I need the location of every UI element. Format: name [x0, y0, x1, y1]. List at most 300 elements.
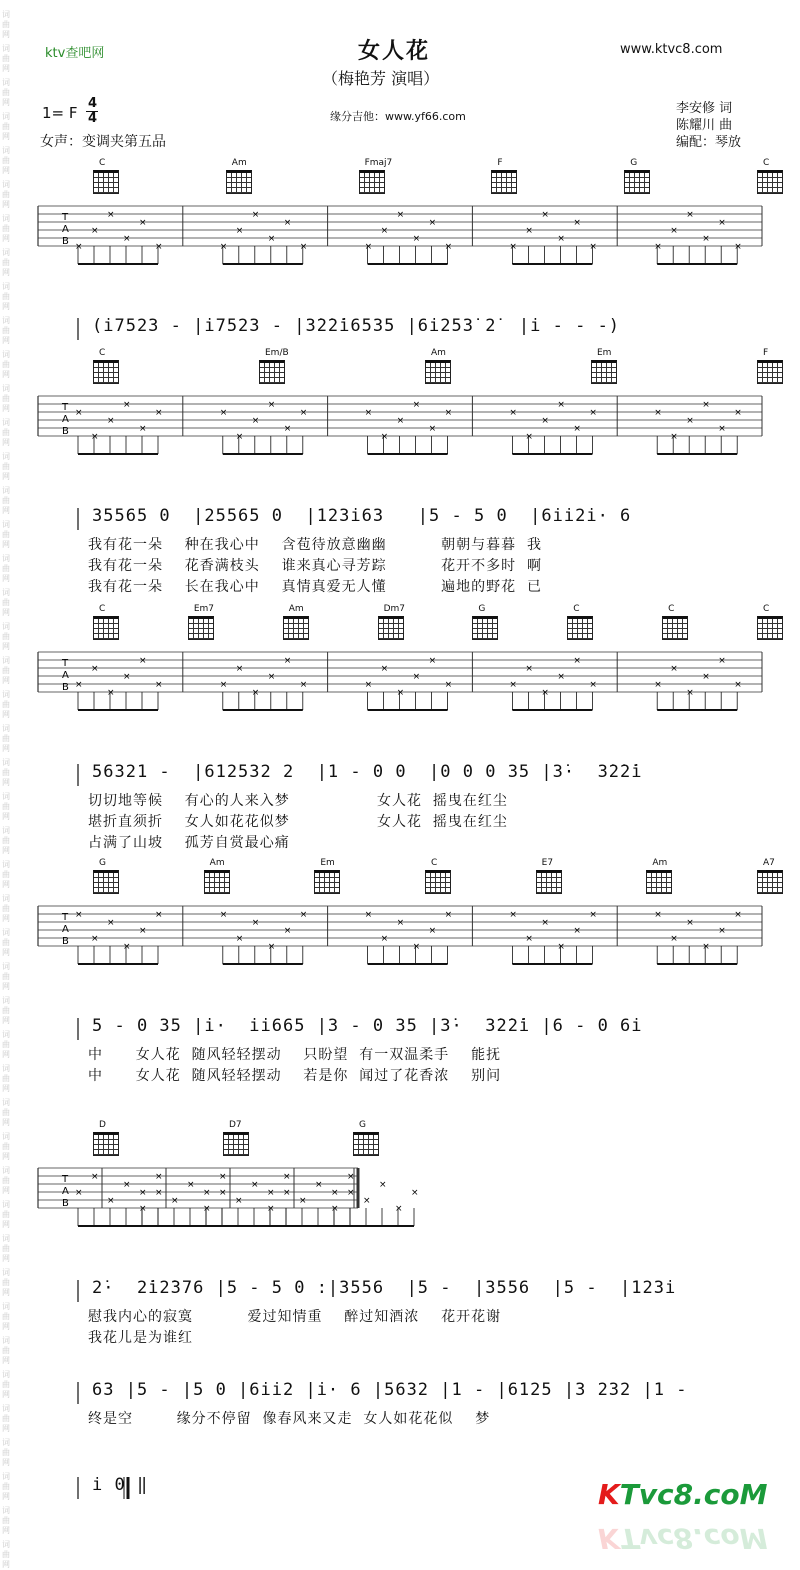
tab-pick-mark: ×	[139, 1204, 147, 1214]
watermark-char: 词	[2, 1336, 10, 1345]
tab-pick-mark: ×	[412, 400, 421, 410]
tab-pick-mark: ×	[525, 226, 533, 236]
watermark-char: 词	[2, 316, 10, 325]
watermark-char: 词	[2, 792, 10, 801]
tab-pick-mark: ×	[171, 1196, 179, 1206]
tab-pick-mark: ×	[509, 242, 517, 252]
chord-name: Em/B	[265, 348, 289, 358]
tab-pick-mark: ×	[379, 1180, 387, 1190]
tab-pick-mark: ×	[75, 1188, 83, 1198]
tab-pick-mark: ×	[107, 416, 115, 426]
tab-pick-mark: ×	[428, 218, 437, 228]
tab-pick-mark: ×	[283, 218, 292, 228]
watermark-char: 网	[2, 744, 10, 753]
watermark-char: 词	[2, 928, 10, 937]
watermark-char: 网	[2, 948, 10, 957]
watermark-char: 词	[2, 1370, 10, 1379]
watermark-char: 曲	[2, 88, 10, 97]
tab-clef-b: B	[62, 426, 69, 437]
tab-pick-mark: ×	[364, 680, 373, 690]
tab-pick-mark: ×	[299, 1196, 307, 1206]
watermark-char: 网	[2, 812, 10, 821]
chord-name: C	[431, 858, 438, 868]
capo-note: 女声：变调夹第五品	[40, 134, 166, 150]
tab-pick-mark: ×	[299, 680, 308, 690]
lyric-line: 占满了山坡 孤芳自赏最心痛	[88, 835, 290, 851]
tab-pick-mark: ×	[347, 1188, 355, 1198]
tab-pick-mark: ×	[380, 664, 389, 674]
tab-pick-mark: ×	[123, 234, 131, 244]
tab-pick-mark: ×	[283, 656, 292, 666]
tab-pick-mark: ×	[91, 664, 99, 674]
tab-pick-mark: ×	[541, 918, 549, 928]
tab-pick-mark: ×	[251, 1180, 259, 1190]
tab-pick-mark: ×	[283, 424, 292, 434]
watermark-char: 曲	[2, 1550, 10, 1559]
watermark-char: 曲	[2, 1380, 10, 1389]
tab-pick-mark: ×	[380, 934, 389, 944]
tab-pick-mark: ×	[573, 926, 581, 936]
watermark-char: 词	[2, 1234, 10, 1243]
watermark-char: 曲	[2, 564, 10, 573]
jianpu-line: 63 |5 - |5 0 |6ii2 |i· 6 |5632 |1 - |6125 |3 232 |1 -	[92, 1380, 688, 1400]
tab-pick-mark: ×	[155, 242, 163, 252]
tab-pick-mark: ×	[573, 424, 581, 434]
tab-pick-mark: ×	[123, 400, 131, 410]
tab-pick-mark: ×	[283, 1172, 291, 1182]
watermark-char: 网	[2, 234, 10, 243]
tab-pick-mark: ×	[75, 910, 83, 920]
tab-pick-mark: ×	[686, 416, 694, 426]
chord-name: D	[99, 1120, 106, 1130]
tab-pick-mark: ×	[91, 934, 99, 944]
watermark-char: 词	[2, 44, 10, 53]
tab-pick-mark: ×	[380, 226, 389, 236]
tab-pick-mark: ×	[589, 680, 597, 690]
watermark-char: 曲	[2, 836, 10, 845]
tab-pick-mark: ×	[428, 926, 437, 936]
watermark-char: 曲	[2, 326, 10, 335]
jianpu-line: i 0 ‖	[92, 1475, 149, 1495]
watermark-char: 词	[2, 1540, 10, 1549]
watermark-char: 词	[2, 146, 10, 155]
chord-name: F	[763, 348, 769, 358]
watermark-char: 词	[2, 1200, 10, 1209]
jianpu-line: 2̇· 2̇i2̇376 |5 - 5 0 :|3556 |5 - |3556 |5 - |123i	[92, 1278, 677, 1298]
chord-name: C	[99, 348, 106, 358]
tab-pick-mark: ×	[363, 1196, 371, 1206]
chord-name: Am	[431, 348, 446, 358]
jianpu-line: 35565 0 |25565 0 |123i63 |5 - 5 0 |6ii2i· 6	[92, 506, 632, 526]
ktvc8-logo-reflection: KTvc8.coM	[598, 1522, 768, 1555]
watermark-char: 网	[2, 64, 10, 73]
tab-pick-mark: ×	[734, 680, 742, 690]
watermark-char: 网	[2, 1254, 10, 1263]
tab-pick-mark: ×	[654, 408, 662, 418]
watermark-char: 词	[2, 1132, 10, 1141]
logo-rest-letters: Tvc8.coM	[619, 1478, 768, 1511]
tab-pick-mark: ×	[299, 242, 308, 252]
tab-pick-mark: ×	[203, 1204, 211, 1214]
watermark-char: 网	[2, 1322, 10, 1331]
chord-name: Em	[597, 348, 612, 358]
tab-pick-mark: ×	[107, 918, 115, 928]
tab-pick-mark: ×	[428, 656, 437, 666]
tab-pick-mark: ×	[573, 656, 581, 666]
tab-pick-mark: ×	[219, 1172, 227, 1182]
tab-pick-mark: ×	[91, 226, 99, 236]
chord-name: G	[99, 858, 106, 868]
chord-name: Am	[231, 158, 247, 168]
tab-pick-mark: ×	[251, 688, 260, 698]
tab-clef-a: A	[62, 224, 69, 235]
tab-pick-mark: ×	[412, 234, 421, 244]
tab-clef-a: A	[62, 670, 69, 681]
lyric-line: 我有花一朵 种在我心中 含苞待放意幽幽 朝朝与暮暮 我	[88, 537, 543, 553]
watermark-char: 曲	[2, 1108, 10, 1117]
chord-name: Am	[288, 604, 304, 614]
tab-pick-mark: ×	[347, 1172, 355, 1182]
watermark-char: 网	[2, 676, 10, 685]
lyric-line: 堪折直须折 女人如花花似梦 女人花 摇曳在红尘	[88, 814, 508, 830]
chord-name: Fmaj7	[364, 158, 393, 168]
tab-pick-mark: ×	[444, 242, 453, 252]
watermark-char: 词	[2, 1438, 10, 1447]
chord-name: D7	[229, 1120, 242, 1130]
tab-pick-mark: ×	[702, 672, 710, 682]
watermark-char: 曲	[2, 734, 10, 743]
watermark-char: 网	[2, 1220, 10, 1229]
chord-name: G	[630, 158, 638, 168]
lyric-line: 我有花一朵 长在我心中 真情真爱无人懂 遍地的野花 已	[88, 579, 543, 595]
jianpu-line: 56321 - |612532 2 |1 - 0 0 |0 0 0 35 |3̇· 3̇2̇2̇i	[92, 762, 643, 782]
tab-clef-t: T	[62, 402, 69, 413]
watermark-char: 网	[2, 1050, 10, 1059]
watermark-char: 网	[2, 1118, 10, 1127]
tab-pick-mark: ×	[315, 1180, 323, 1190]
tab-pick-mark: ×	[654, 910, 662, 920]
watermark-char: 网	[2, 30, 10, 39]
tab-clef-b: B	[62, 936, 69, 947]
tab-pick-mark: ×	[541, 688, 549, 698]
watermark-char: 曲	[2, 802, 10, 811]
tab-pick-mark: ×	[718, 926, 726, 936]
watermark-char: 曲	[2, 1448, 10, 1457]
chord-name: C	[573, 604, 580, 614]
chord-name: G	[478, 604, 486, 614]
tab-clef-b: B	[62, 1198, 69, 1209]
watermark-char: 曲	[2, 462, 10, 471]
tab-pick-mark: ×	[444, 680, 453, 690]
watermark-char: 网	[2, 506, 10, 515]
tab-pick-mark: ×	[686, 688, 694, 698]
watermark-char: 曲	[2, 666, 10, 675]
tab-pick-mark: ×	[702, 942, 710, 952]
tab-pick-mark: ×	[283, 1188, 291, 1198]
watermark-char: 曲	[2, 1516, 10, 1525]
watermark-char: 网	[2, 1152, 10, 1161]
tab-pick-mark: ×	[444, 910, 453, 920]
tab-pick-mark: ×	[331, 1204, 339, 1214]
tab-pick-mark: ×	[654, 242, 662, 252]
tab-clef-b: B	[62, 236, 69, 247]
tab-clef-t: T	[62, 212, 69, 223]
tab-pick-mark: ×	[411, 1188, 419, 1198]
chord-name: Am	[209, 858, 225, 868]
watermark-char: 曲	[2, 870, 10, 879]
watermark-char: 词	[2, 78, 10, 87]
tab-pick-mark: ×	[107, 1196, 115, 1206]
tab-pick-mark: ×	[734, 910, 742, 920]
tab-pick-mark: ×	[75, 680, 83, 690]
watermark-char: 曲	[2, 394, 10, 403]
watermark-char: 词	[2, 656, 10, 665]
tab-pick-mark: ×	[283, 926, 292, 936]
tab-pick-mark: ×	[107, 210, 115, 220]
watermark-char: 词	[2, 1064, 10, 1073]
tab-pick-mark: ×	[155, 408, 163, 418]
tab-pick-mark: ×	[396, 210, 405, 220]
watermark-char: 词	[2, 622, 10, 631]
watermark-char: 词	[2, 826, 10, 835]
watermark-char: 曲	[2, 1006, 10, 1015]
tab-pick-mark: ×	[718, 656, 726, 666]
chord-name: G	[359, 1120, 366, 1130]
ktvc8-logo	[598, 1478, 767, 1511]
tab-pick-mark: ×	[107, 688, 115, 698]
tab-pick-mark: ×	[541, 416, 549, 426]
watermark-char: 词	[2, 1030, 10, 1039]
tab-pick-mark: ×	[718, 424, 726, 434]
watermark-char: 曲	[2, 1312, 10, 1321]
watermark-char: 曲	[2, 1142, 10, 1151]
tab-pick-mark: ×	[557, 672, 565, 682]
tab-pick-mark: ×	[219, 910, 228, 920]
tab-pick-mark: ×	[364, 408, 373, 418]
watermark-char: 网	[2, 1526, 10, 1535]
watermark-char: 网	[2, 1424, 10, 1433]
tab-pick-mark: ×	[139, 424, 147, 434]
watermark-char: 网	[2, 1560, 10, 1569]
tab-pick-mark: ×	[525, 432, 533, 442]
watermark-char: 词	[2, 282, 10, 291]
tab-pick-mark: ×	[702, 400, 710, 410]
tab-pick-mark: ×	[412, 672, 421, 682]
watermark-char: 网	[2, 404, 10, 413]
tab-pick-mark: ×	[91, 1172, 99, 1182]
chord-name: F	[497, 158, 503, 168]
chord-name: Am	[652, 858, 668, 868]
tab-pick-mark: ×	[75, 408, 83, 418]
watermark-char: 词	[2, 350, 10, 359]
watermark-char: 曲	[2, 292, 10, 301]
tab-pick-mark: ×	[702, 234, 710, 244]
time-signature-top: 4	[88, 96, 98, 111]
watermark-char: 词	[2, 520, 10, 529]
watermark-char: 曲	[2, 1346, 10, 1355]
tab-pick-mark: ×	[525, 934, 533, 944]
tab-pick-mark: ×	[235, 432, 244, 442]
watermark-char: 网	[2, 302, 10, 311]
tab-pick-mark: ×	[686, 918, 694, 928]
watermark-char: 曲	[2, 598, 10, 607]
watermark-char: 词	[2, 214, 10, 223]
tab-pick-mark: ×	[267, 1204, 275, 1214]
tab-pick-mark: ×	[541, 210, 549, 220]
watermark-char: 网	[2, 1356, 10, 1365]
tab-pick-mark: ×	[654, 680, 662, 690]
site-name-right: www.ktvc8.com	[620, 42, 723, 57]
watermark-char: 词	[2, 418, 10, 427]
watermark-char: 曲	[2, 224, 10, 233]
tab-pick-mark: ×	[123, 942, 131, 952]
tab-pick-mark: ×	[509, 910, 517, 920]
watermark-char: 网	[2, 132, 10, 141]
watermark-char: 词	[2, 384, 10, 393]
logo-k-letter: K	[598, 1478, 620, 1511]
tab-pick-mark: ×	[589, 910, 597, 920]
watermark-char: 网	[2, 472, 10, 481]
watermark-char: 网	[2, 166, 10, 175]
tab-pick-mark: ×	[155, 1172, 163, 1182]
lyric-line: 切切地等候 有心的人来入梦 女人花 摇曳在红尘	[88, 793, 508, 809]
tab-pick-mark: ×	[235, 226, 244, 236]
watermark-char: 词	[2, 180, 10, 189]
tab-pick-mark: ×	[267, 400, 276, 410]
arranger-credit: 编配：琴放	[676, 135, 742, 150]
tab-pick-mark: ×	[219, 1188, 227, 1198]
tab-pick-mark: ×	[187, 1180, 195, 1190]
tab-clef-t: T	[62, 658, 69, 669]
watermark-char: 曲	[2, 1414, 10, 1423]
watermark-char: 网	[2, 778, 10, 787]
tab-pick-mark: ×	[509, 408, 517, 418]
watermark-char: 词	[2, 588, 10, 597]
chord-name: Em7	[193, 604, 215, 614]
jianpu-line: (i7523 - |i7523 - |3̇2̇2̇i6535 |6i253̇ 2̇ |i - - -)	[92, 316, 621, 336]
chord-name: A7	[763, 858, 775, 868]
watermark-char: 词	[2, 1098, 10, 1107]
watermark-char: 词	[2, 1404, 10, 1413]
chord-name: C	[763, 158, 770, 168]
song-subtitle: （梅艳芳 演唱）	[322, 69, 440, 88]
tab-pick-mark: ×	[267, 942, 276, 952]
watermark-char: 网	[2, 710, 10, 719]
tab-pick-mark: ×	[139, 926, 147, 936]
watermark-char: 网	[2, 268, 10, 277]
jianpu-line: 5 - 0 35 |i· ii665 |3 - 0 35 |3̇· 3̇2̇2̇i |6 - 0 6i	[92, 1016, 643, 1036]
watermark-char: 曲	[2, 54, 10, 63]
watermark-char: 网	[2, 982, 10, 991]
watermark-char: 曲	[2, 1040, 10, 1049]
watermark-char: 词	[2, 758, 10, 767]
lyric-line: 我有花一朵 花香满枝头 谁来真心寻芳踪 花开不多时 啊	[88, 558, 543, 574]
tab-pick-mark: ×	[251, 210, 260, 220]
song-title: 女人花	[358, 39, 431, 64]
tab-clef-t: T	[62, 912, 69, 923]
tab-pick-mark: ×	[219, 680, 228, 690]
tab-pick-mark: ×	[670, 432, 678, 442]
tab-pick-mark: ×	[557, 400, 565, 410]
tab-pick-mark: ×	[380, 432, 389, 442]
tab-pick-mark: ×	[75, 242, 83, 252]
tab-pick-mark: ×	[155, 910, 163, 920]
site-name-left: ktv查吧网	[45, 46, 105, 61]
chord-name: C	[763, 604, 770, 614]
watermark-char: 网	[2, 1186, 10, 1195]
tab-pick-mark: ×	[91, 432, 99, 442]
tab-pick-mark: ×	[235, 1196, 243, 1206]
tab-clef-b: B	[62, 682, 69, 693]
tab-pick-mark: ×	[267, 234, 276, 244]
watermark-char: 网	[2, 98, 10, 107]
watermark-char: 词	[2, 486, 10, 495]
watermark-char: 曲	[2, 258, 10, 267]
tab-clef-t: T	[62, 1174, 69, 1185]
watermark-char: 网	[2, 200, 10, 209]
tab-pick-mark: ×	[718, 218, 726, 228]
lyricist-credit: 李安修 词	[676, 101, 733, 116]
tab-pick-mark: ×	[670, 934, 678, 944]
tab-pick-mark: ×	[670, 226, 678, 236]
watermark-char: 网	[2, 846, 10, 855]
tab-pick-mark: ×	[251, 918, 260, 928]
composer-credit: 陈耀川 曲	[676, 118, 733, 133]
watermark-char: 词	[2, 860, 10, 869]
watermark-char: 曲	[2, 1482, 10, 1491]
chord-name: Em	[320, 858, 335, 868]
watermark-char: 词	[2, 690, 10, 699]
tab-pick-mark: ×	[123, 672, 131, 682]
tab-pick-mark: ×	[573, 218, 581, 228]
tab-pick-mark: ×	[670, 664, 678, 674]
watermark-char: 网	[2, 540, 10, 549]
watermark-char: 曲	[2, 700, 10, 709]
watermark-char: 网	[2, 1084, 10, 1093]
watermark-char: 曲	[2, 1210, 10, 1219]
watermark-char: 词	[2, 1506, 10, 1515]
tab-pick-mark: ×	[557, 942, 565, 952]
lyric-line: 慰我内心的寂寞 爱过知情重 醉过知酒浓 花开花谢	[88, 1309, 502, 1325]
chord-name: C	[99, 158, 106, 168]
tab-pick-mark: ×	[557, 234, 565, 244]
watermark-char: 曲	[2, 972, 10, 981]
watermark-char: 曲	[2, 1176, 10, 1185]
watermark-char: 曲	[2, 768, 10, 777]
watermark-char: 网	[2, 1390, 10, 1399]
tab-pick-mark: ×	[123, 1180, 131, 1190]
watermark-char: 曲	[2, 190, 10, 199]
chord-name: C	[668, 604, 675, 614]
tab-pick-mark: ×	[589, 242, 597, 252]
lyric-line: 中 女人花 随风轻轻摆动 若是你 闻过了花香浓 别问	[88, 1068, 502, 1084]
lyric-line: 我花儿是为谁红	[88, 1330, 193, 1346]
tab-clef-a: A	[62, 924, 69, 935]
tab-pick-mark: ×	[509, 680, 517, 690]
tab-pick-mark: ×	[235, 664, 244, 674]
tab-pick-mark: ×	[267, 1188, 275, 1198]
watermark-char: 网	[2, 438, 10, 447]
watermark-char: 词	[2, 10, 10, 19]
tab-pick-mark: ×	[139, 218, 147, 228]
tab-pick-mark: ×	[267, 672, 276, 682]
watermark-char: 词	[2, 996, 10, 1005]
tab-pick-mark: ×	[155, 1188, 163, 1198]
tab-pick-mark: ×	[299, 910, 308, 920]
watermark-char: 词	[2, 112, 10, 121]
watermark-char: 曲	[2, 530, 10, 539]
watermark-char: 网	[2, 370, 10, 379]
